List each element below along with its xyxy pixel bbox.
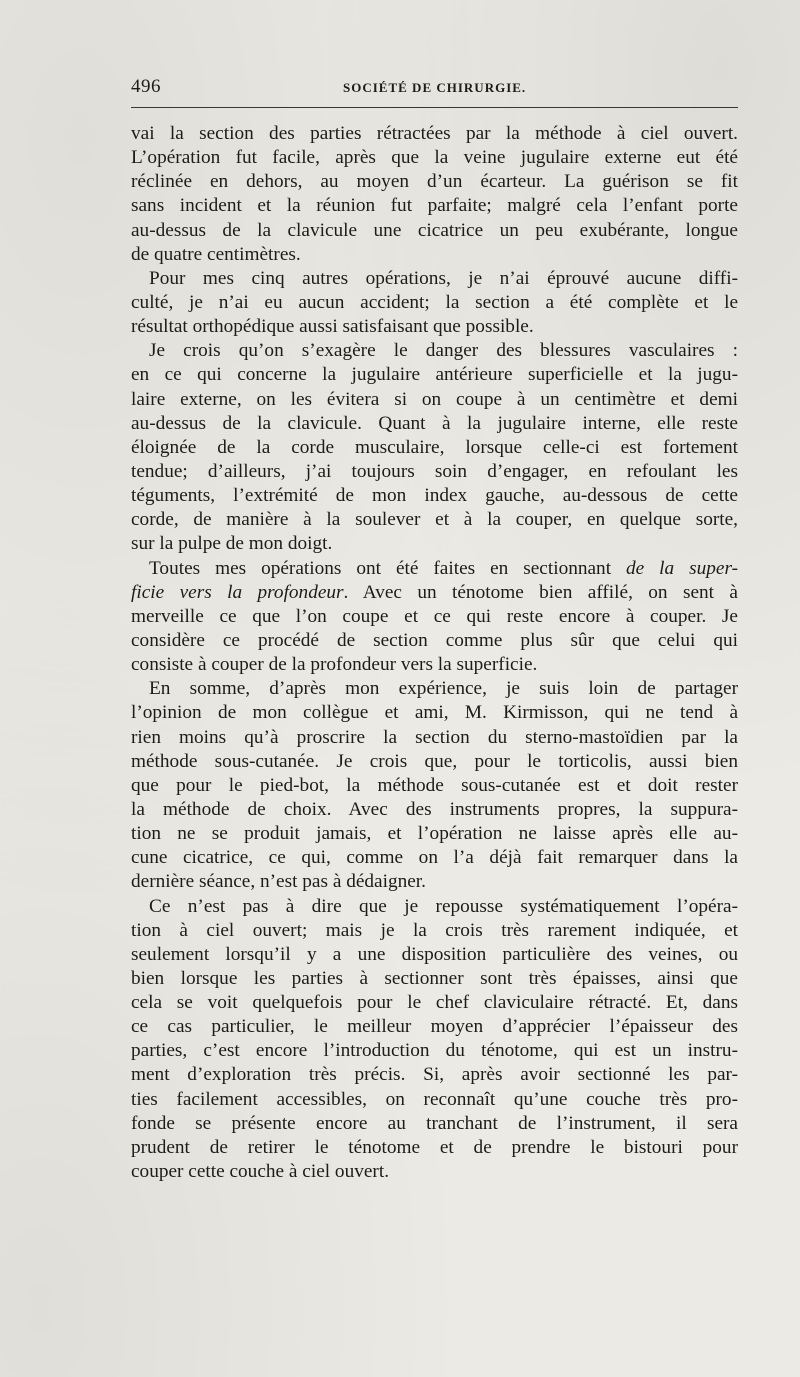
text-line: ment d’exploration très précis. Si, après avoir sectionné les par-	[131, 1064, 738, 1086]
text-line: merveille ce que l’on coupe et ce qui reste encore à couper. Je	[131, 605, 738, 627]
text-line: vai la section des parties rétractées par la méthode à ciel ouvert.	[131, 123, 738, 144]
text-line: au-dessus de la clavicule une cicatrice un peu exubérante, longue	[131, 219, 738, 241]
text-line: tion ne se produit jamais, et l’opération ne laisse après elle au-	[131, 823, 738, 845]
text-line	[131, 581, 738, 605]
text-line: rien moins qu’à proscrire la section du sterno-mastoïdien par la	[131, 726, 738, 748]
text-line: sur la pulpe de mon doigt.	[131, 533, 333, 555]
running-head: SOCIÉTÉ DE CHIRURGIE.	[343, 80, 527, 95]
text-line	[131, 557, 738, 581]
italic-phrase: de la super-	[626, 557, 738, 579]
text-line: Ce n’est pas à dire que je repousse systématiquement l’opéra-	[149, 895, 738, 917]
italic-phrase: ficie vers la profondeur	[131, 581, 344, 603]
page-header	[131, 70, 738, 110]
text-line: seulement lorsqu’il y a une disposition particulière des veines, ou	[131, 943, 738, 965]
text-span: Toutes mes opérations ont été faites en sectionnant	[149, 557, 612, 579]
text-line: considère ce procédé de section comme plus sûr que celui qui	[131, 629, 738, 651]
text-line: sans incident et la réunion fut parfaite; malgré cela l’enfant porte	[131, 195, 738, 217]
text-line: consiste à couper de la profondeur vers la superficie.	[131, 654, 538, 676]
text-line: culté, je n’ai eu aucun accident; la section a été complète et le	[131, 291, 738, 313]
text-line: prudent de retirer le ténotome et de prendre le bistouri pour	[131, 1136, 738, 1158]
text-line: tion à ciel ouvert; mais je la crois très rarement indiquée, et	[131, 919, 738, 941]
text-line: tendue; d’ailleurs, j’ai toujours soin d’engager, en refoulant les	[131, 460, 738, 482]
text-line: corde, de manière à la soulever et à la couper, en quelque sorte,	[131, 509, 738, 531]
text-line: téguments, l’extrémité de mon index gauche, au-dessous de cette	[131, 485, 738, 507]
text-line: couper cette couche à ciel ouvert.	[131, 1161, 390, 1183]
text-line: de quatre centimètres.	[131, 243, 301, 265]
body-text	[131, 122, 738, 1184]
text-line: ce cas particulier, le meilleur moyen d’apprécier l’épaisseur des	[131, 1016, 738, 1038]
text-line: cune cicatrice, ce qui, comme on l’a déjà fait remarquer dans la	[131, 847, 738, 869]
text-line: que pour le pied-bot, la méthode sous-cutanée est et doit rester	[131, 774, 738, 796]
text-span: . Avec un ténotome bien affilé, on sent à	[343, 581, 738, 603]
text-line: Pour mes cinq autres opérations, je n’ai éprouvé aucune diffi-	[149, 267, 738, 289]
text-line: Je crois qu’on s’exagère le danger des blessures vasculaires :	[149, 340, 738, 362]
text-line: au-dessus de la clavicule. Quant à la jugulaire interne, elle reste	[131, 412, 738, 434]
text-line: ties facilement accessibles, on reconnaît qu’une couche très pro-	[131, 1088, 738, 1110]
text-line: la méthode de choix. Avec des instruments propres, la suppura-	[131, 798, 738, 820]
text-line: En somme, d’après mon expérience, je suis loin de partager	[149, 678, 738, 700]
text-line: cela se voit quelquefois pour le chef claviculaire rétracté. Et, dans	[131, 992, 738, 1014]
text-line: méthode sous-cutanée. Je crois que, pour le torticolis, aussi bien	[131, 750, 738, 772]
text-line: éloignée de la corde musculaire, lorsque celle-ci est fortement	[131, 436, 738, 458]
header-rule	[131, 107, 738, 108]
text-line: l’opinion de mon collègue et ami, M. Kirmisson, qui ne tend à	[131, 702, 738, 724]
text-line: parties, c’est encore l’introduction du ténotome, qui est un instru-	[131, 1040, 738, 1062]
text-line: fonde se présente encore au tranchant de l’instrument, il sera	[131, 1112, 738, 1134]
text-line: bien lorsque les parties à sectionner sont très épaisses, ainsi que	[131, 967, 738, 989]
text-line: en ce qui concerne la jugulaire antérieure superficielle et la jugu-	[131, 364, 738, 386]
text-line: réclinée en dehors, au moyen d’un écarteur. La guérison se fit	[131, 171, 738, 193]
text-line: résultat orthopédique aussi satisfaisant que possible.	[131, 316, 534, 338]
text-line: dernière séance, n’est pas à dédaigner.	[131, 871, 426, 893]
text-line: L’opération fut facile, après que la veine jugulaire externe eut été	[131, 147, 738, 169]
page-number: 496	[131, 76, 161, 97]
text-line: laire externe, on les évitera si on coupe à un centimètre et demi	[131, 388, 738, 410]
